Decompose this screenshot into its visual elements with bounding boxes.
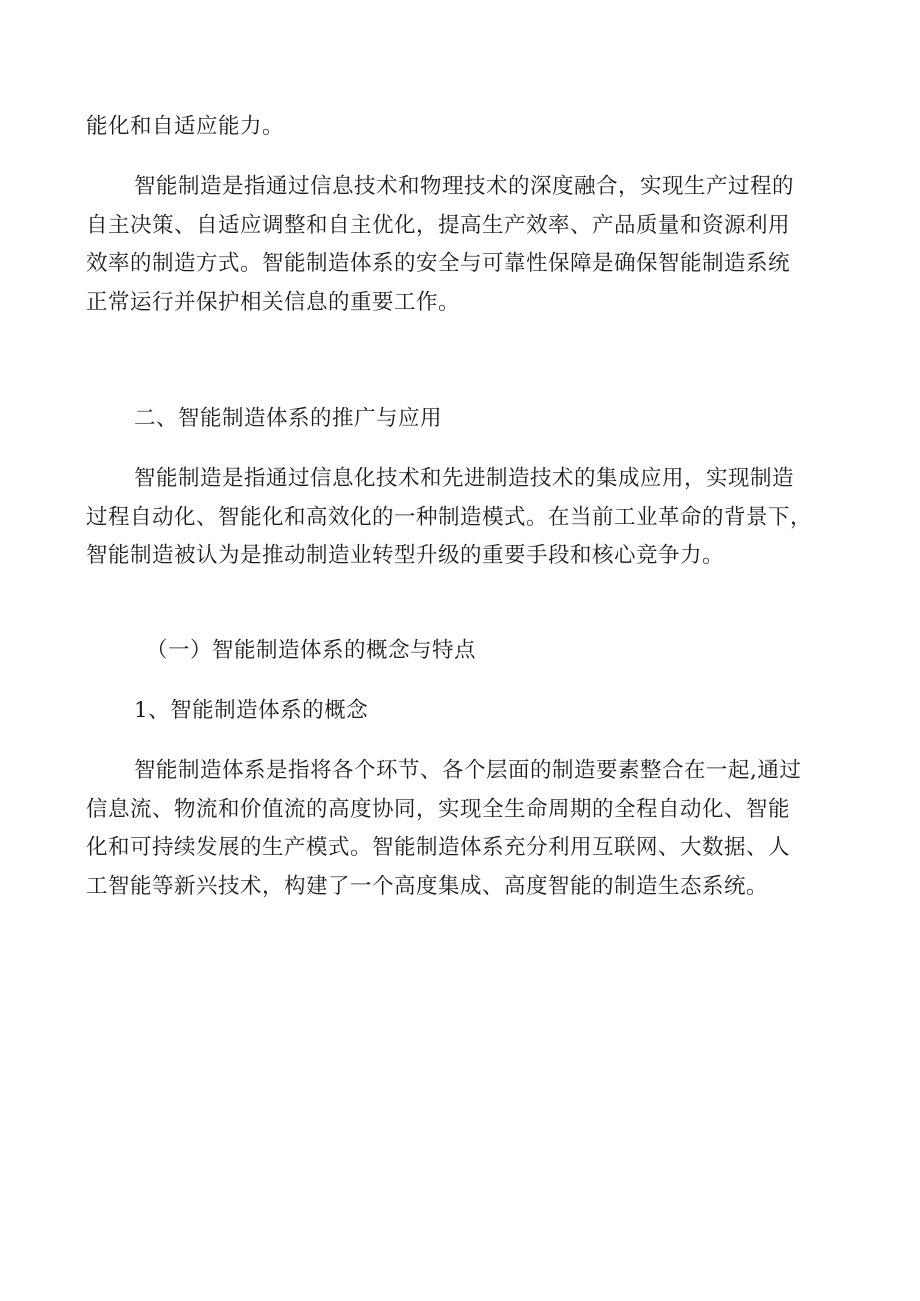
heading-text: （一）智能制造体系的概念与特点 xyxy=(146,638,477,663)
paragraph-intelligent-manufacturing-definition xyxy=(86,168,836,322)
text-line: 工智能等新兴技术，构建了一个高度集成、高度智能的制造生态系统。 xyxy=(86,873,769,899)
text-line: 智能制造是指通过信息技术和物理技术的深度融合，实现生产过程的 xyxy=(134,174,795,199)
text-line: 智能制造体系是指将各个环节、各个层面的制造要素整合在一起,通过 xyxy=(134,758,802,783)
heading-text: 二、智能制造体系的推广与应用 xyxy=(134,406,443,431)
text-line: 正常运行并保护相关信息的重要工作。 xyxy=(86,289,461,315)
section-heading-2 xyxy=(86,400,836,439)
text-line: 信息流、物流和价值流的高度协同，实现全生命周期的全程自动化、智能 xyxy=(86,796,791,822)
subsection-heading-1 xyxy=(86,632,836,671)
paragraph-continuation xyxy=(86,108,836,147)
text-line: 自主决策、自适应调整和自主优化，提高生产效率、产品质量和资源利用 xyxy=(86,212,791,238)
text-line: 过程自动化、智能化和高效化的一种制造模式。在当前工业革命的背景下， xyxy=(86,504,813,530)
subsubsection-heading-1 xyxy=(86,692,836,731)
text-line: 智能制造是指通过信息化技术和先进制造技术的集成应用，实现制造 xyxy=(134,466,795,491)
text-line: 效率的制造方式。智能制造体系的安全与可靠性保障是确保智能制造系统 xyxy=(86,251,791,276)
paragraph-promotion-application xyxy=(86,460,836,576)
text-line: 智能制造被认为是推动制造业转型升级的重要手段和核心竞争力。 xyxy=(86,543,725,568)
text-line: 化和可持续发展的生产模式。智能制造体系充分利用互联网、大数据、人 xyxy=(86,835,791,860)
text-line: 能化和自适应能力。 xyxy=(86,114,285,139)
paragraph-system-concept xyxy=(86,752,836,906)
heading-text: 1、智能制造体系的概念 xyxy=(134,698,369,723)
